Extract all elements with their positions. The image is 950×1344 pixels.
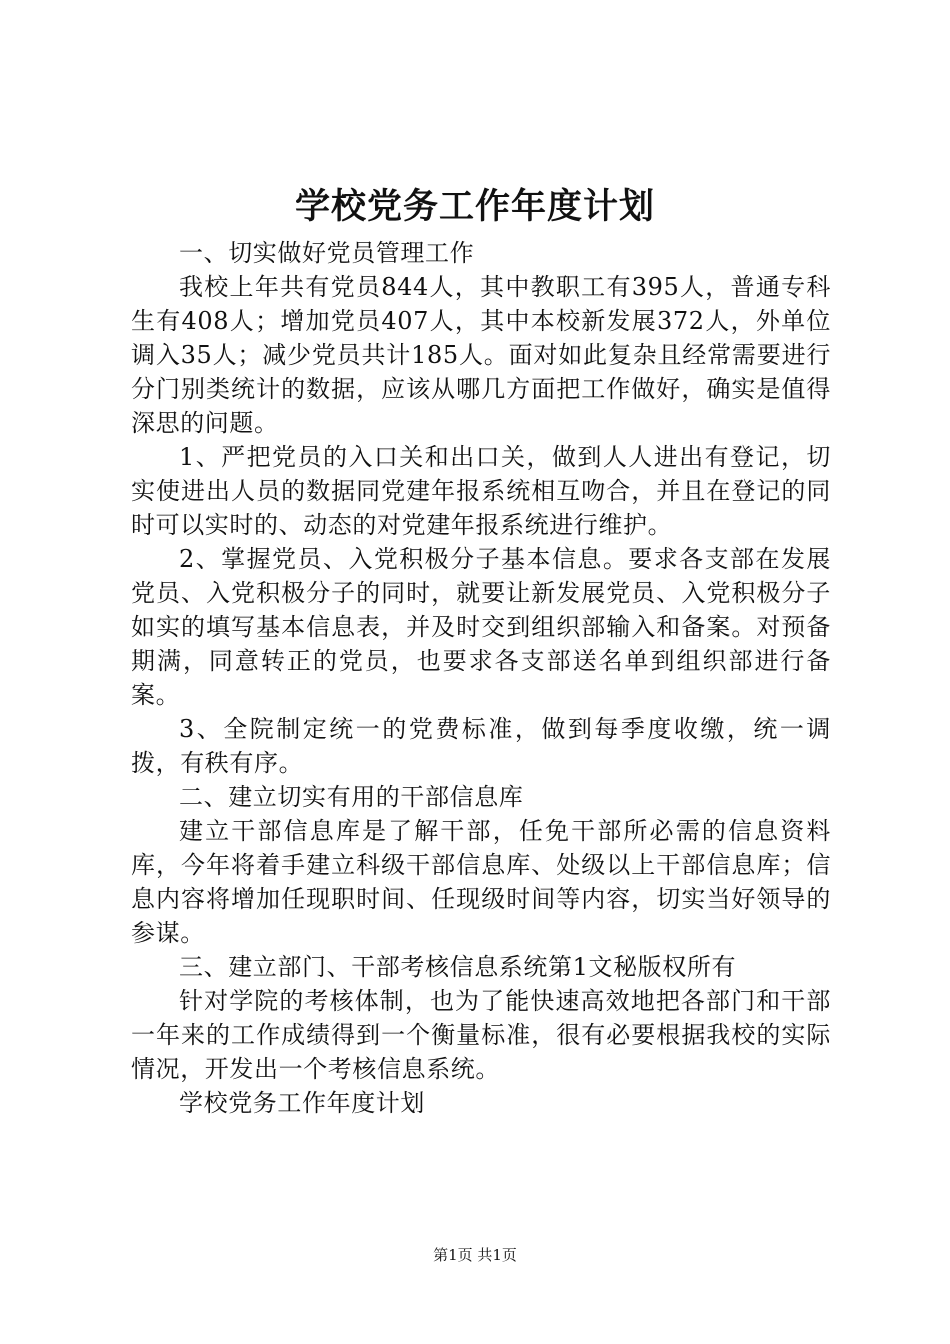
paragraph-item-1: 1、严把党员的入口关和出口关，做到人人进出有登记，切实使进出人员的数据同党建年报系统相互吻合，并且在登记的同时可以实时的、动态的对党建年报系统进行维护。 [131,443,831,539]
section-heading-3: 三、建立部门、干部考核信息系统第1文秘版权所有 [179,953,737,981]
section-heading-1: 一、切实做好党员管理工作 [179,239,475,267]
paragraph-membership-stats: 我校上年共有党员844人，其中教职工有395人，普通专科生有408人；增加党员407人，其中本校新发展372人，外单位调入35人；减少党员共计185人。面对如此复杂且经常需要进行分门别类统计的数据，应该从哪几方面把工作做好，确实是值得深思的问题。 [131,273,831,437]
section-heading-2: 二、建立切实有用的干部信息库 [179,783,524,811]
paragraph-item-3: 3、全院制定统一的党费标准，做到每季度收缴，统一调拨，有秩有序。 [131,715,831,777]
paragraph-cadre-database: 建立干部信息库是了解干部，任免干部所必需的信息资料库，今年将着手建立科级干部信息库、处级以上干部信息库；信息内容将增加任现职时间、任现级时间等内容，切实当好领导的参谋。 [131,817,831,947]
closing-title-line: 学校党务工作年度计划 [179,1089,425,1117]
document-body [131,236,831,1120]
page-footer: 第1页 共1页 [433,1246,517,1264]
document-title: 学校党务工作年度计划 [294,186,655,227]
paragraph-item-2: 2、掌握党员、入党积极分子基本信息。要求各支部在发展党员、入党积极分子的同时，就要让新发展党员、入党积极分子如实的填写基本信息表，并及时交到组织部输入和备案。对预备期满，同意转正的党员，也要求各支部送名单到组织部进行备案。 [131,545,831,709]
paragraph-assessment-system: 针对学院的考核体制，也为了能快速高效地把各部门和干部一年来的工作成绩得到一个衡量标准，很有必要根据我校的实际情况，开发出一个考核信息系统。 [131,987,831,1083]
